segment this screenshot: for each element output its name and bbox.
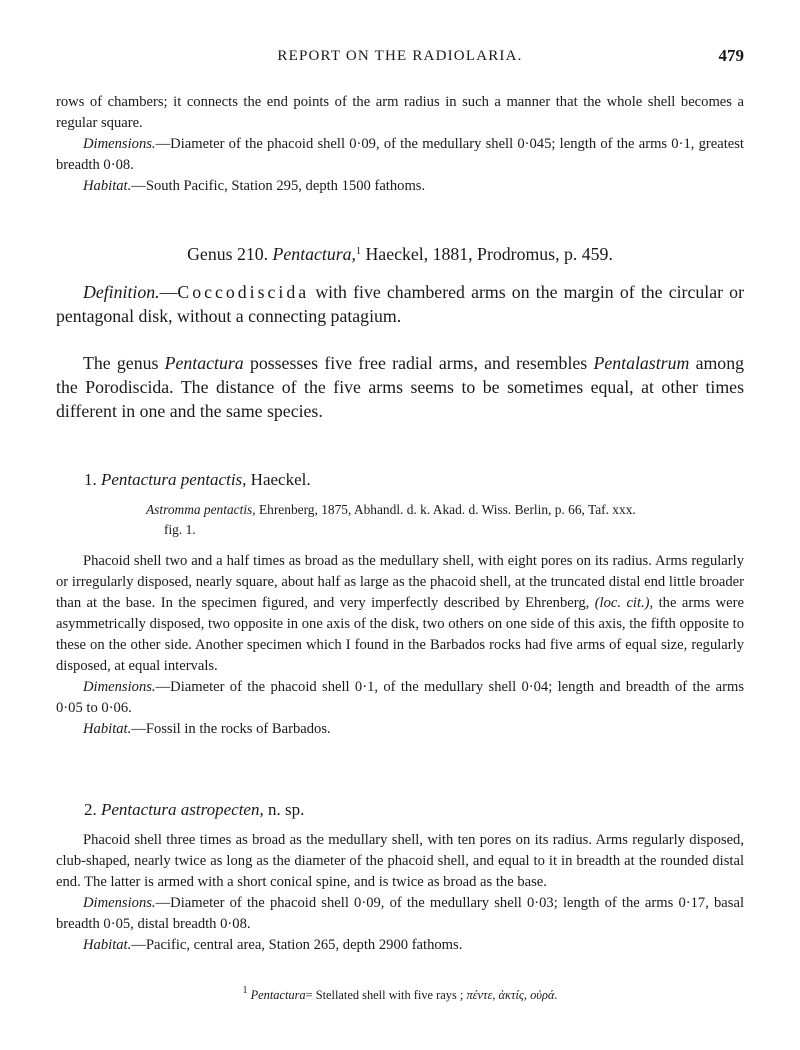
definition-dash: — — [159, 282, 178, 302]
genus-heading — [0, 244, 800, 265]
species-1-description — [56, 551, 744, 740]
species-1-habitat — [56, 719, 744, 740]
species-2-paragraph: Phacoid shell three times as broad as the medullary shell, with ten pores on its radius. Arms regularly disposed, club-shaped, nearly twice as long as the diameter of the phacoid shell, and equal to it in breadth at the rounded distal end. The latter is armed with a short conical spine, and is twice as broad as the base. — [56, 832, 744, 890]
genus-name: Pentactura, — [272, 244, 357, 264]
definition-label: Definition. — [83, 282, 160, 302]
dimensions-text: —Diameter of the phacoid shell 0·09, of the medullary shell 0·045; length of the arms 0·1, greatest breadth 0·08. — [56, 136, 744, 173]
species-1-dimensions — [56, 677, 744, 719]
species-1-desc-b: the arms were asymmetrically disposed, two opposite in one axis of the disk, two others on one side of this axis, the fifth opposite to these on the other side. Another specimen which I found in the Barbados rocks had five arms of equal size, regularly disposed, at equal intervals. — [56, 595, 744, 674]
dimensions-text: —Diameter of the phacoid shell 0·1, of the medullary shell 0·04; length and breadth of the arms 0·05 to 0·06. — [56, 679, 744, 716]
continuation-dimensions — [56, 134, 744, 176]
intro-text-a: The genus — [83, 353, 159, 373]
species-1-number: 1. — [84, 470, 97, 489]
species-1-desc-a: Phacoid shell two and a half times as broad as the medullary shell, with eight pores on its radius. Arms regularly or irregularly disposed, nearly square, about half as large as the phacoid shell, at the truncated distal end little broader than at the base. In the specimen figured, and very imperfectly described by Ehrenberg, — [56, 553, 744, 611]
synonym-reference: Ehrenberg, 1875, Abhandl. d. k. Akad. d. Wiss. Berlin, p. 66, Taf. xxx. — [258, 502, 636, 517]
dimensions-text: —Diameter of the phacoid shell 0·09, of the medullary shell 0·03; length of the arms 0·17, basal breadth 0·05, distal breadth 0·08. — [56, 895, 744, 932]
species-1-citation: (loc. cit.), — [594, 595, 654, 611]
intro-compare-genus: Pentalastrum — [593, 353, 690, 373]
running-head — [56, 48, 744, 72]
footnote-term: Pentactura — [250, 988, 306, 1002]
species-2-authority: n. sp. — [267, 800, 305, 819]
footnote — [0, 985, 800, 1003]
genus-intro — [56, 351, 744, 423]
species-2-heading — [84, 800, 304, 820]
continuation-section — [56, 92, 744, 197]
species-2-name: Pentactura astropecten, — [101, 800, 264, 819]
species-1-name: Pentactura pentactis, — [101, 470, 247, 489]
species-1-paragraph — [56, 551, 744, 677]
habitat-text: —Fossil in the rocks of Barbados. — [131, 721, 331, 737]
footnote-greek: πέντε, ἀκτίς, οὐρά. — [466, 988, 558, 1002]
definition-text: with five chambered arms on the margin of the circular or pentagonal disk, without a connecting patagium. — [56, 282, 744, 326]
dimensions-label: Dimensions. — [83, 895, 156, 911]
species-2-dimensions — [56, 893, 744, 935]
dimensions-label: Dimensions. — [83, 679, 156, 695]
species-2-number: 2. — [84, 800, 97, 819]
genus-authority: Haeckel, 1881, Prodromus, p. 459. — [365, 244, 613, 264]
running-title: REPORT ON THE RADIOLARIA. — [277, 48, 523, 64]
definition-paragraph — [56, 280, 744, 328]
habitat-label: Habitat. — [83, 721, 132, 737]
genus-definition — [56, 280, 744, 328]
habitat-text: —South Pacific, Station 295, depth 1500 fathoms. — [131, 178, 426, 194]
genus-prefix: Genus 210. — [187, 244, 269, 264]
species-2-habitat — [56, 935, 744, 956]
habitat-label: Habitat. — [83, 178, 132, 194]
intro-text-c: among the Porodiscida. The distance of the five arms seems to be sometimes equal, at other times different in one and the same species. — [56, 353, 744, 421]
footnote-mark: 1 — [356, 246, 362, 257]
intro-text-b: possesses five free radial arms, and resembles — [249, 353, 588, 373]
species-1-synonymy — [146, 500, 744, 540]
page-number: 479 — [718, 46, 744, 65]
dimensions-label: Dimensions. — [83, 136, 156, 152]
habitat-text: —Pacific, central area, Station 265, depth 2900 fathoms. — [131, 937, 463, 953]
footnote-text: = Stellated shell with five rays ; — [305, 988, 464, 1002]
intro-genus-name: Pentactura — [164, 353, 244, 373]
continuation-habitat — [56, 176, 744, 197]
synonym-figure: fig. 1. — [164, 522, 196, 537]
footnote-number: 1 — [242, 985, 248, 996]
synonym-name: Astromma pentactis, — [146, 502, 256, 517]
habitat-label: Habitat. — [83, 937, 132, 953]
species-1-authority: Haeckel. — [250, 470, 311, 489]
genus-intro-paragraph — [56, 351, 744, 423]
continuation-paragraph: rows of chambers; it connects the end points of the arm radius in such a manner that the whole shell becomes a regular square. — [56, 94, 744, 131]
definition-group: Coccodiscida — [177, 282, 310, 302]
species-2-description — [56, 830, 744, 956]
species-1-heading — [84, 470, 311, 490]
